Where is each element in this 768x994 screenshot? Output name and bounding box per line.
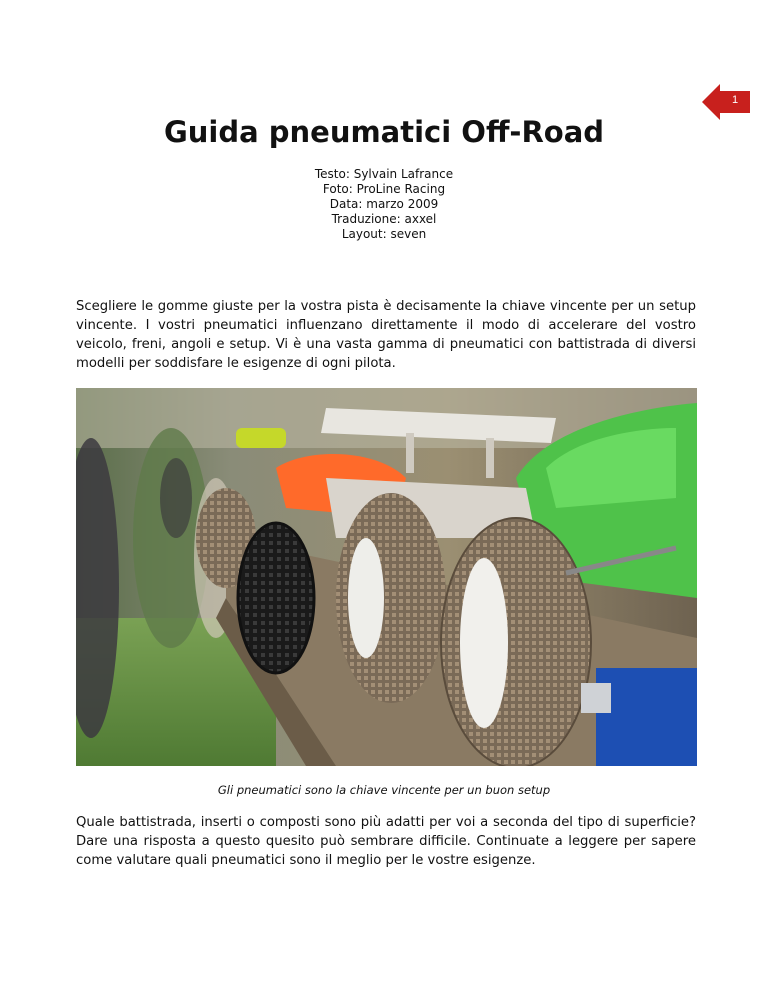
rc-cars-tires-image xyxy=(76,388,697,766)
intro-paragraph: Scegliere le gomme giuste per la vostra pista è decisamente la chiave vincente per un setup vincente. I vostri pneumatici influenzano direttamente il modo di accelerare del vostro veicolo, freni, angoli e setup. Vi è una vasta gamma di pneumatici con battistrada di diversi modelli per soddisfare le esigenze di ogni pilota. xyxy=(76,299,696,371)
credits-block xyxy=(0,167,768,242)
page-title: Guida pneumatici Off-Road xyxy=(163,115,605,149)
credit-layout: Layout: seven xyxy=(341,227,427,241)
tires-photo xyxy=(76,388,697,766)
credit-text: Testo: Sylvain Lafrance xyxy=(314,167,454,181)
photo-caption: Gli pneumatici sono la chiave vincente per un buon setup xyxy=(217,783,551,797)
credit-translation: Traduzione: axxel xyxy=(331,212,437,226)
credit-photo: Foto: ProLine Racing xyxy=(322,182,446,196)
credit-date: Data: marzo 2009 xyxy=(329,197,439,211)
second-paragraph: Quale battistrada, inserti o composti sono più adatti per voi a seconda del tipo di superficie? Dare una risposta a questo quesito può sembrare difficile. Continuate a leggere per sapere come valutare quali pneumatici sono il meglio per le vostre esigenze. xyxy=(76,815,696,868)
page-number: 1 xyxy=(731,94,739,106)
